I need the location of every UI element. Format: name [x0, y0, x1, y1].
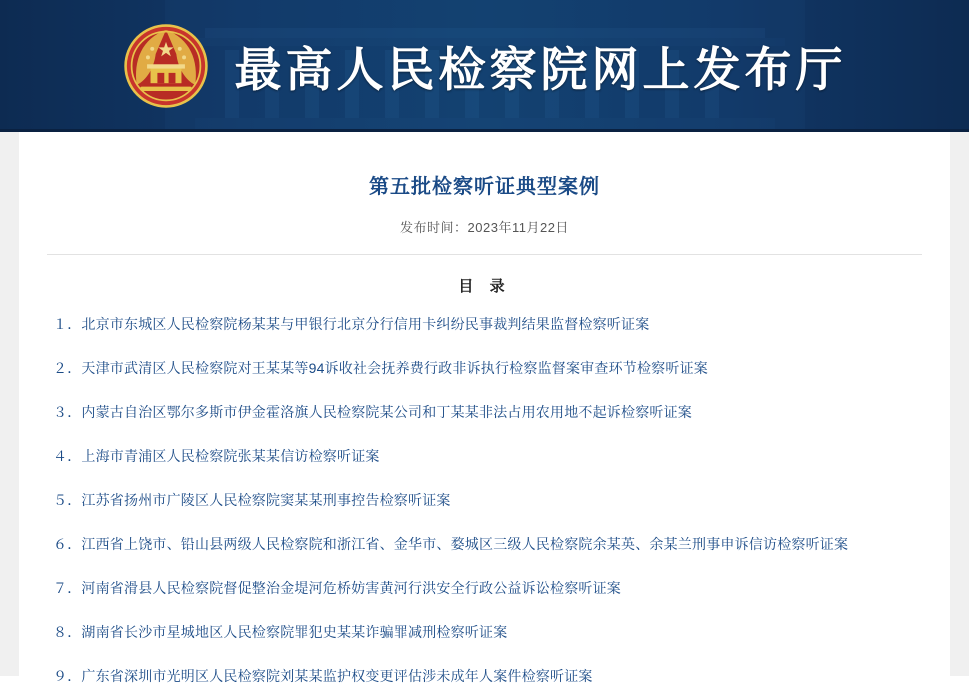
- document-card: [19, 132, 950, 684]
- list-item[interactable]: ６．江西省上饶市、铅山县两级人民检察院和浙江省、金华市、婺城区三级人民检察院余某英、余某兰刑事申诉信访检察听证案: [53, 536, 849, 552]
- banner-title: 最高人民检察院网上发布厅: [234, 42, 847, 98]
- national-emblem-icon: [123, 23, 209, 109]
- page-title: 第五批检察听证典型案例: [369, 176, 600, 198]
- list-item[interactable]: ５．江苏省扬州市广陵区人民检察院窦某某刑事控告检察听证案: [53, 492, 451, 508]
- list-item[interactable]: ８．湖南省长沙市星城地区人民检察院罪犯史某某诈骗罪减刑检察听证案: [53, 624, 508, 640]
- banner-inner: [0, 0, 969, 132]
- list-item[interactable]: １．北京市东城区人民检察院杨某某与甲银行北京分行信用卡纠纷民事裁判结果监督检察听证案: [53, 316, 650, 332]
- list-item[interactable]: ９．广东省深圳市光明区人民检察院刘某某监护权变更评估涉未成年人案件检察听证案: [53, 668, 593, 684]
- toc-heading: 目 录: [458, 278, 511, 295]
- banner-bottom-rule: [0, 129, 969, 132]
- list-item[interactable]: ２．天津市武清区人民检察院对王某某等94诉收社会抚养费行政非诉执行检察监督案审查环节检察听证案: [53, 360, 708, 376]
- toc-list: [19, 302, 950, 698]
- publish-date: 发布时间：2023年11月22日: [400, 220, 569, 235]
- site-banner: [0, 0, 969, 132]
- content-area: [0, 132, 969, 684]
- list-item[interactable]: ７．河南省滑县人民检察院督促整治金堤河危桥妨害黄河行洪安全行政公益诉讼检察听证案: [53, 580, 621, 596]
- list-item[interactable]: ４．上海市青浦区人民检察院张某某信访检察听证案: [53, 448, 380, 464]
- list-item[interactable]: ３．内蒙古自治区鄂尔多斯市伊金霍洛旗人民检察院某公司和丁某某非法占用农用地不起诉检察听证案: [53, 404, 692, 420]
